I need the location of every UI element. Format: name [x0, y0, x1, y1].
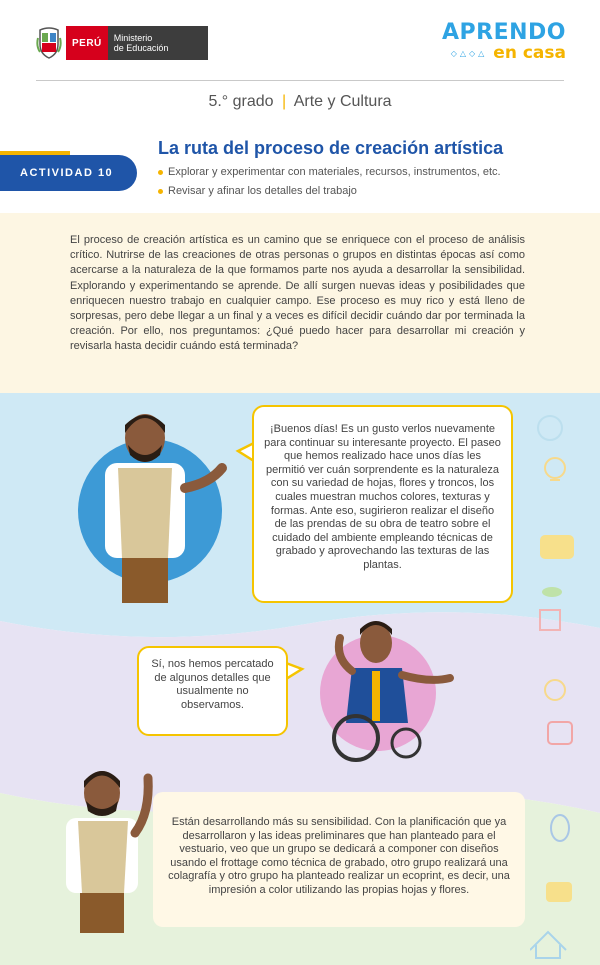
aprendo-sub: en casa: [493, 43, 566, 63]
peru-label: PERÚ: [66, 26, 108, 60]
aprendo-shapes: ◇△◇△: [450, 49, 488, 58]
bullet-dot-icon: [158, 189, 163, 194]
activity-title: La ruta del proceso de creación artística: [158, 138, 504, 158]
grade-subject-name: Arte y Cultura: [293, 93, 392, 110]
grade-subject: [0, 93, 600, 111]
lightbulb-icon: [545, 458, 565, 480]
puzzle-icon: [540, 610, 560, 630]
objective-item: Explorar y experimentar con materiales, recursos, instrumentos, etc.: [158, 166, 501, 178]
chat-icon: [538, 416, 562, 440]
student-speech-bubble: Sí, nos hemos percatado de algunos detalles que usualmente no observamos.: [137, 646, 288, 736]
ministry-line2: de Educación: [113, 43, 169, 53]
aprendo-en-casa-logo: [442, 22, 566, 62]
photo-icon: [548, 722, 572, 744]
teacher-speech-bubble-1: ¡Buenos días! Es un gusto verlos nuevamente para continuar su interesante proyecto. El paseo que hemos realizado hace unos días les permitió ver cuán sorprendente es la naturaleza con su variedad de hojas, flores y troncos, los cuales muestran muchos colores, texturas y formas. Ante eso, sugirieron realizar el diseño de las prendas de su obra de teatro sobre el cuidado del ambiente empleando técnicas de grabado y aprovechando las texturas de las plantas.: [252, 405, 513, 603]
ministry-label: [108, 26, 209, 60]
government-logo: [36, 26, 208, 60]
teacher-speech-bubble-2: Están desarrollando más su sensibilidad. Con la planificación que ya desarrollaron y las ideas preliminares que han planteado para el vestuario, veo que un grupo se dedicará a componer con diseños usando el frottage como técnica de grabado, otro grupo realizará una colagrafía y otro grupo ha planteado realizar un ecoprint, es decir, una impresión a color utilizando las propias hojas y flores.: [153, 792, 525, 927]
intro-paragraph: El proceso de creación artística es un camino que se enriquece con el proceso de análisis crítico. Nutrirse de las creaciones de otras personas o grupos en distintas épocas así como acercarse a la naturaleza de la que formamos parte nos ayuda a desarrollar la sensibilidad. Explorando y experimentando se aprende. De allí surgen nuevas ideas y posibilidades que enriquecen nuestro trabajo en cualquier campo. Ese proceso es muy rico y está lleno de sorpresas, pero debe llegar a un final y a veces es difícil decidir cuándo dar por terminada la creación. Por ello, nos preguntamos: ¿Qué puedo hacer para desarrollar mi creación y revisarla hasta decidir cuándo está terminada?: [70, 234, 525, 353]
activity-badge: ACTIVIDAD 10: [0, 155, 137, 191]
house-icon: [530, 932, 566, 958]
header-divider: [36, 80, 564, 81]
side-decoration: [530, 410, 600, 960]
activity-objectives: [158, 166, 501, 204]
bullet-dot-icon: [158, 170, 163, 175]
page-header: [0, 0, 600, 90]
mouse-icon: [551, 815, 569, 841]
leaf-icon: [542, 587, 562, 597]
camera-icon: [540, 535, 574, 559]
grade-level: 5.° grado: [208, 93, 274, 110]
grade-separator: |: [282, 93, 287, 110]
ministry-line1: Ministerio: [113, 33, 153, 43]
objective-item: Revisar y afinar los detalles del trabajo: [158, 185, 501, 197]
aprendo-main: APRENDO: [442, 20, 566, 45]
coat-of-arms-icon: [36, 26, 62, 60]
palette-icon: [545, 680, 565, 700]
music-icon: [546, 882, 572, 902]
